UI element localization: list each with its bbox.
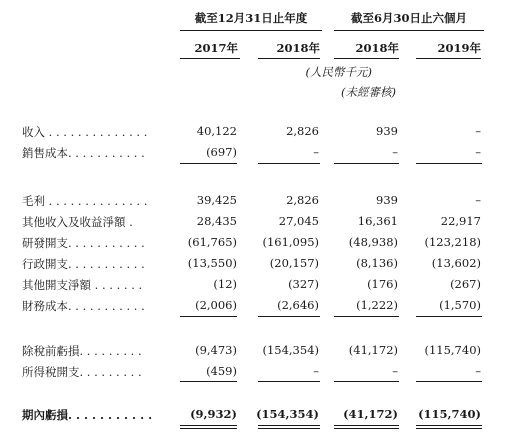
unit-label: (人民幣千元) (305, 65, 372, 79)
table-cell: (123,218) (424, 235, 481, 249)
table-cell: 39,425 (196, 193, 237, 207)
table-cell: (41,172) (343, 407, 398, 421)
year-2018-header: 2018年 (276, 41, 320, 55)
table-cell: (154,354) (262, 343, 319, 357)
year-2019-h1-header: 2019年 (437, 41, 481, 55)
year-2017-header: 2017年 (194, 41, 238, 55)
year-underline-4 (416, 58, 481, 59)
table-cell: (1,222) (356, 298, 398, 312)
group-header-six-months: 截至6月30日止六個月 (350, 11, 467, 25)
table-cell: (115,740) (424, 343, 481, 357)
table-cell: (61,765) (187, 235, 237, 249)
table-cell: – (475, 145, 481, 159)
row-label: 研發開支. . . . . . . . . . . (22, 236, 145, 250)
group2-underline (334, 30, 484, 31)
table-cell: – (475, 364, 481, 378)
total-double-rule (180, 425, 237, 426)
table-cell: (161,095) (262, 235, 319, 249)
row-label: 財務成本. . . . . . . . . . . (22, 299, 145, 313)
table-cell: – (392, 145, 398, 159)
table-cell: (176) (367, 277, 398, 291)
table-cell: (267) (450, 277, 481, 291)
table-cell: (2,646) (277, 298, 319, 312)
row-label: 其他開支淨額 . . . . . . . (22, 278, 143, 292)
table-cell: (327) (288, 277, 319, 291)
row-label: 銷售成本. . . . . . . . . . . (22, 146, 145, 160)
row-label: 所得稅開支. . . . . . . . . (22, 365, 142, 379)
table-cell: 16,361 (357, 214, 398, 228)
table-cell: 2,826 (286, 193, 319, 207)
table-cell: (9,473) (195, 343, 237, 357)
audit-note: (未經審核) (341, 85, 396, 99)
table-cell: – (392, 364, 398, 378)
total-double-rule (258, 425, 320, 426)
total-double-rule (334, 425, 399, 426)
subtotal-rule (416, 163, 482, 164)
subtotal-rule (258, 316, 320, 317)
row-label: 毛利 . . . . . . . . . . . . . . (22, 194, 148, 208)
total-double-rule (416, 425, 482, 426)
table-cell: (20,157) (269, 256, 319, 270)
table-cell: 40,122 (196, 124, 237, 138)
table-cell: (459) (206, 364, 237, 378)
table-cell: – (475, 124, 481, 138)
subtotal-rule (180, 316, 237, 317)
table-cell: – (313, 364, 319, 378)
table-cell: – (313, 145, 319, 159)
row-label: 期內虧損. . . . . . . . . . . (22, 408, 153, 422)
table-cell: 939 (376, 193, 398, 207)
row-label: 其他收入及收益淨額 . (22, 215, 133, 229)
subtotal-rule (180, 381, 237, 382)
table-cell: (13,550) (187, 256, 237, 270)
table-cell: (13,602) (431, 256, 481, 270)
table-cell: 28,435 (196, 214, 237, 228)
subtotal-rule (416, 316, 482, 317)
table-cell: (154,354) (256, 407, 319, 421)
table-cell: 939 (376, 124, 398, 138)
subtotal-rule (334, 381, 399, 382)
table-cell: 22,917 (440, 214, 481, 228)
table-cell: (48,938) (348, 235, 398, 249)
total-double-rule (258, 428, 320, 429)
group-header-year-end: 截至12月31日止年度 (194, 11, 308, 25)
year-underline-3 (334, 58, 399, 59)
row-label: 收入 . . . . . . . . . . . . . . (22, 125, 148, 139)
year-underline-2 (258, 58, 320, 59)
total-double-rule (416, 428, 482, 429)
table-cell: – (475, 193, 481, 207)
row-label: 行政開支. . . . . . . . . . . (22, 257, 145, 271)
table-cell: (2,006) (195, 298, 237, 312)
subtotal-rule (416, 381, 482, 382)
group1-underline (180, 30, 322, 31)
year-underline-1 (180, 58, 240, 59)
total-double-rule (334, 428, 399, 429)
subtotal-rule (180, 163, 237, 164)
row-label: 除稅前虧損. . . . . . . . . (22, 344, 142, 358)
table-cell: (115,740) (418, 407, 481, 421)
subtotal-rule (258, 381, 320, 382)
table-cell: (8,136) (356, 256, 398, 270)
table-cell: 2,826 (286, 124, 319, 138)
table-cell: (697) (206, 145, 237, 159)
table-cell: (41,172) (348, 343, 398, 357)
table-cell: (9,932) (190, 407, 237, 421)
table-cell: 27,045 (278, 214, 319, 228)
table-cell: (12) (213, 277, 237, 291)
subtotal-rule (334, 163, 399, 164)
year-2018-h1-header: 2018年 (355, 41, 399, 55)
total-double-rule (180, 428, 237, 429)
subtotal-rule (334, 316, 399, 317)
subtotal-rule (258, 163, 320, 164)
table-cell: (1,570) (439, 298, 481, 312)
